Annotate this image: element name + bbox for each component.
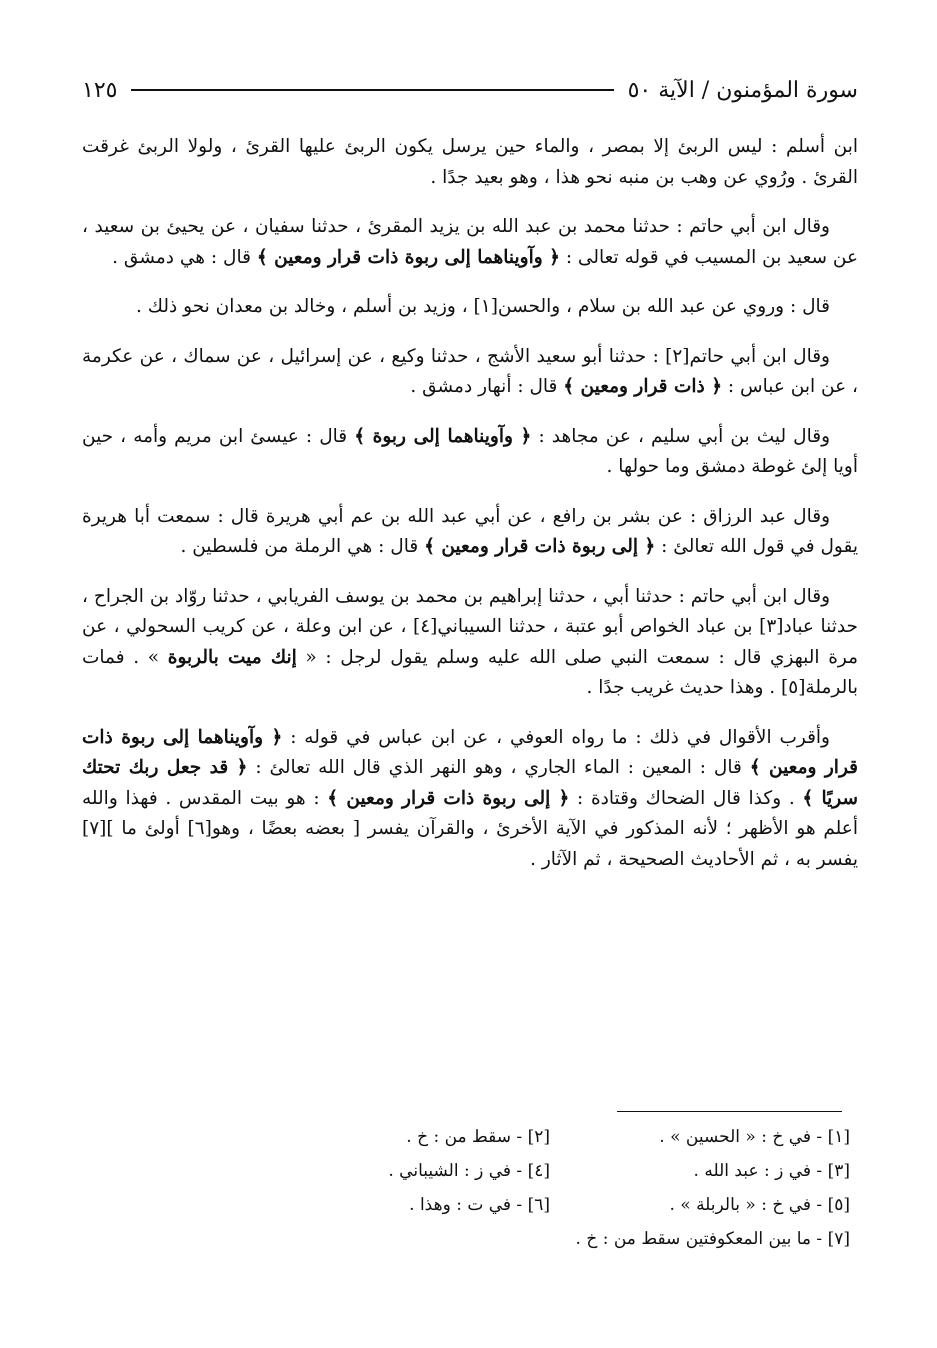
quoted-text: ﴿ إلى ربوة ذات قرار ومعين ﴾	[424, 536, 656, 557]
running-header	[82, 70, 858, 110]
quoted-text: إنك ميت بالربوة	[167, 646, 297, 668]
page-number: ١٢٥	[82, 77, 118, 103]
main-text	[82, 132, 858, 894]
footnote: [٢] - سقط من : خ .	[406, 1127, 550, 1147]
footnote-row	[250, 1120, 850, 1154]
text-segment: وقال عبد الرزاق : عن بشر بن رافع ، عن أبي عبد الله بن عم أبي هريرة قال : سمعت أبا هريرة يقول في قول الله تعالئ :	[82, 505, 858, 557]
text-segment: وقال ابن أبي حاتم[٢] : حدثنا أبو سعيد الأشج ، حدثنا وكيع ، عن إسرائيل ، عن سماك ، عن عكرمة ، عن ابن عباس :	[82, 345, 858, 397]
quoted-text: ﴿ إلى ربوة ذات قرار ومعين ﴾	[327, 787, 570, 809]
text-segment: قال : عيسئ ابن مريم وأمه ، حين أويا إلئ غوطة دمشق وما حولها .	[82, 425, 858, 477]
text-segment: قال : المعين : الماء الجاري ، وهو النهر الذي قال الله تعالئ :	[247, 757, 750, 778]
header-rule	[131, 89, 613, 91]
quoted-text: ﴿ وآويناهما إلى ربوة ذات قرار ومعين ﴾	[256, 246, 560, 268]
footnote: [١] - في خ : « الحسين » .	[659, 1127, 850, 1147]
quoted-text: ﴿ وآويناهما إلى ربوة ذات قرار ومعين ﴾	[82, 726, 858, 778]
paragraph	[82, 582, 858, 704]
quoted-text: ﴿ ذات قرار ومعين ﴾	[563, 376, 723, 397]
text-segment: قال : هي دمشق .	[112, 246, 257, 268]
paragraph	[82, 212, 858, 273]
footnote-row	[250, 1222, 850, 1256]
footnote: [٧] - ما بين المعكوفتين سقط من : خ .	[575, 1229, 850, 1249]
text-segment: وقال ليث بن أبي سليم ، عن مجاهد :	[531, 425, 831, 447]
footnote: [٦] - في ت : وهذا .	[409, 1195, 550, 1215]
text-segment: وقال ابن أبي حاتم : حدثنا محمد بن عبد الله بن يزيد المقرئ ، حدثنا سفيان ، عن يحيئ بن سعيد ، عن سعيد بن المسيب في قوله تعالى :	[82, 216, 858, 268]
text-segment: ابن أسلم : ليس الربئ إلا بمصر ، والماء حين يرسل يكون الربئ عليها القرئ ، ولولا الربئ غرقت القرئ . ورُوي عن وهب بن منبه نحو هذا ، وهو بعيد جدًا .	[82, 136, 858, 188]
paragraph	[82, 292, 858, 323]
paragraph	[82, 342, 858, 403]
quoted-text: ﴿ قد جعل ربك تحتك سريًا ﴾	[82, 757, 858, 809]
footnote: [٤] - في ز : الشيباني .	[388, 1161, 550, 1181]
footnote-row	[250, 1188, 850, 1222]
footnote-row	[250, 1154, 850, 1188]
text-segment: وأقرب الأقوال في ذلك : ما رواه العوفي ، عن ابن عباس في قوله :	[282, 726, 830, 748]
text-segment: : هو بيت المقدس . فهذا والله أعلم هو الأظهر ؛ لأنه المذكور في الآية الأخرئ ، والقرآن يفسر [ بعضه بعضًا ، وهو[٦] أولئ ما ][٧] يفسر به ، ثم الأحاديث الصحيحة ، ثم الآثار .	[82, 787, 858, 870]
footnote: [٣] - في ز : عبد الله .	[693, 1161, 850, 1181]
footnotes	[250, 1120, 850, 1256]
text-segment: قال : أنهار دمشق .	[410, 376, 564, 397]
text-segment: قال : وروي عن عبد الله بن سلام ، والحسن[١] ، وزيد بن أسلم ، وخالد بن معدان نحو ذلك .	[136, 296, 830, 317]
paragraph	[82, 422, 858, 483]
quoted-text: ﴿ وآويناهما إلى ربوة ﴾	[354, 425, 532, 447]
running-title: سورة المؤمنون / الآية ٥٠	[627, 77, 858, 103]
footnote: [٥] - في خ : « بالربلة » .	[669, 1195, 850, 1215]
paragraph	[82, 723, 858, 876]
text-segment: قال : هي الرملة من فلسطين .	[180, 536, 425, 557]
footnote-separator	[617, 1111, 842, 1112]
text-segment: وقال ابن أبي حاتم : حدثنا أبي ، حدثنا إبراهيم بن محمد بن يوسف الفريابي ، حدثنا روّاد بن الجراح ، حدثنا عباد[٣] بن عباد الخواص أبو عتبة ، حدثنا السيباني[٤] ، عن ابن وعلة ، عن كريب السحولي ، عن مرة البهزي قال : سمعت النبي صلى الله عليه وسلم يقول لرجل : «	[82, 585, 858, 668]
text-segment: » . فمات بالرملة[٥] . وهذا حديث غريب جدًا .	[82, 646, 858, 698]
text-segment: . وكذا قال الضحاك وقتادة :	[569, 787, 803, 809]
paragraph	[82, 502, 858, 563]
paragraph	[82, 132, 858, 193]
